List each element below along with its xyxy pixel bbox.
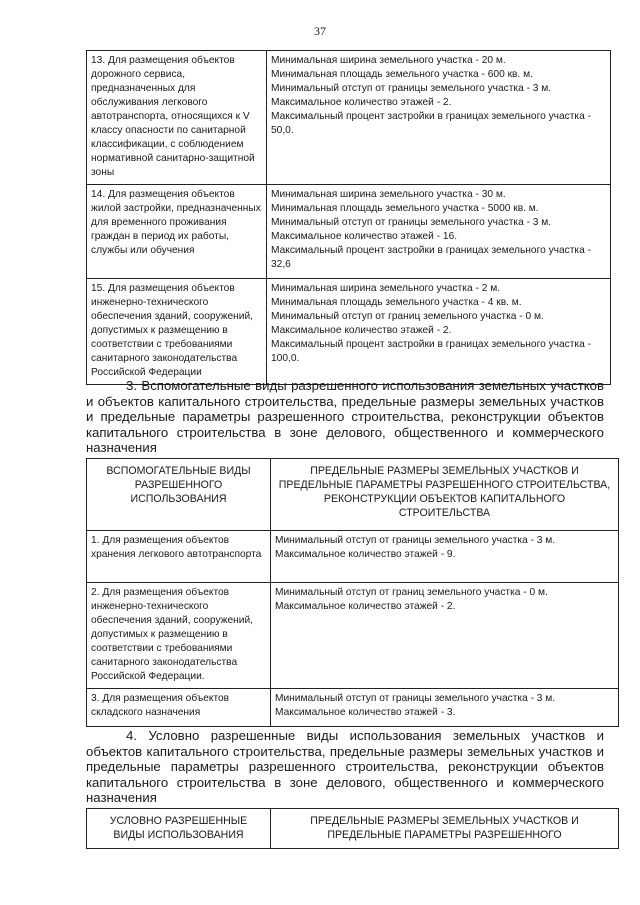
param-line: Максимальное количество этажей - 2.: [275, 601, 456, 612]
section-4-text: 4. Условно разрешенные виды использования земельных участков и объектов капитального строительства, предельные размеры земельных участков и предельные параметры разрешенного строительства, реконструкции объектов капитального строительства в зоне делового, общественного и коммерческого назначения: [86, 728, 604, 805]
main-kinds-table: [86, 50, 611, 385]
header-conditional-kinds: УСЛОВНО РАЗРЕШЕННЫЕ ВИДЫ ИСПОЛЬЗОВАНИЯ: [87, 809, 271, 849]
table-row: [87, 531, 619, 583]
param-line: Минимальный отступ от границы земельного участка - 3 м.: [275, 535, 556, 546]
params-cell: [271, 531, 619, 583]
params-cell: [267, 185, 611, 279]
params-cell: [271, 689, 619, 727]
section-3-text: 3. Вспомогательные виды разрешенного использования земельных участков и объектов капитального строительства, предельные размеры земельных участков и предельные параметры разрешенного строительства, реконструкции объектов капитального строительства в зоне делового, общественного и коммерческого назначения: [86, 378, 604, 455]
params-cell: [267, 51, 611, 185]
param-line: Минимальный отступ от границы земельного участка - 3 м.: [271, 217, 552, 228]
section-3-heading: [86, 378, 604, 456]
table-row: [87, 583, 619, 689]
param-line: Минимальная площадь земельного участка - 4 кв. м.: [271, 297, 522, 308]
auxiliary-kinds-table: [86, 458, 619, 727]
section-4-heading: [86, 728, 604, 806]
param-line: Минимальный отступ от границ земельного участка - 0 м.: [275, 587, 548, 598]
param-line: Максимальное количество этажей - 16.: [271, 231, 458, 242]
param-line: Максимальное количество этажей - 3.: [275, 707, 456, 718]
table-header-row: [87, 809, 619, 849]
header-limit-params: ПРЕДЕЛЬНЫЕ РАЗМЕРЫ ЗЕМЕЛЬНЫХ УЧАСТКОВ И ПРЕДЕЛЬНЫЕ ПАРАМЕТРЫ РАЗРЕШЕННОГО: [271, 809, 619, 849]
param-line: Минимальный отступ от границы земельного участка - 3 м.: [271, 83, 552, 94]
param-line: Минимальный отступ от границы земельного участка - 3 м.: [275, 693, 556, 704]
param-line: Минимальная площадь земельного участка - 600 кв. м.: [271, 69, 533, 80]
param-line: Минимальная площадь земельного участка - 5000 кв. м.: [271, 203, 539, 214]
conditional-kinds-table: [86, 808, 619, 849]
table-row: [87, 279, 611, 385]
param-line: Минимальная ширина земельного участка - 20 м.: [271, 55, 506, 66]
use-kind-cell: 13. Для размещения объектов дорожного сервиса, предназначенных для обслуживания легкового автотранспорта, относящихся к V классу опасности по санитарной классификации, с соблюдением нормативной санитарно-защитной зоны: [87, 51, 267, 185]
param-line: Минимальная ширина земельного участка - 2 м.: [271, 283, 501, 294]
table-header-row: [87, 459, 619, 531]
param-line: Максимальное количество этажей - 2.: [271, 325, 452, 336]
use-kind-cell: 2. Для размещения объектов инженерно-технического обеспечения зданий, сооружений, допустимых к размещению в соответствии с требованиями санитарного законодательства Российской Федерации.: [87, 583, 271, 689]
table-row: [87, 51, 611, 185]
table-row: [87, 185, 611, 279]
param-line: Максимальный процент застройки в границах земельного участка - 100,0.: [271, 339, 591, 364]
params-cell: [267, 279, 611, 385]
table-row: [87, 689, 619, 727]
use-kind-cell: 14. Для размещения объектов жилой застройки, предназначенных для временного проживания граждан в период их работы, службы или обучения: [87, 185, 267, 279]
page-number: 37: [314, 24, 326, 38]
use-kind-cell: 1. Для размещения объектов хранения легкового автотранспорта: [87, 531, 271, 583]
header-limit-params: ПРЕДЕЛЬНЫЕ РАЗМЕРЫ ЗЕМЕЛЬНЫХ УЧАСТКОВ И ПРЕДЕЛЬНЫЕ ПАРАМЕТРЫ РАЗРЕШЕННОГО СТРОИТЕЛЬСТВА, РЕКОНСТРУКЦИИ ОБЪЕКТОВ КАПИТАЛЬНОГО СТРОИТЕЛЬСТВА: [271, 459, 619, 531]
param-line: Минимальная ширина земельного участка - 30 м.: [271, 189, 506, 200]
param-line: Минимальный отступ от границ земельного участка - 0 м.: [271, 311, 544, 322]
param-line: Максимальное количество этажей - 9.: [275, 549, 456, 560]
param-line: Максимальный процент застройки в границах земельного участка - 50,0.: [271, 111, 591, 136]
params-cell: [271, 583, 619, 689]
header-auxiliary-kinds: ВСПОМОГАТЕЛЬНЫЕ ВИДЫ РАЗРЕШЕННОГО ИСПОЛЬЗОВАНИЯ: [87, 459, 271, 531]
param-line: Максимальный процент застройки в границах земельного участка - 32,6: [271, 245, 591, 270]
use-kind-cell: 3. Для размещения объектов складского назначения: [87, 689, 271, 727]
param-line: Максимальное количество этажей - 2.: [271, 97, 452, 108]
use-kind-cell: 15. Для размещения объектов инженерно-технического обеспечения зданий, сооружений, допустимых к размещению в соответствии с требованиями санитарного законодательства Российской Федерации: [87, 279, 267, 385]
